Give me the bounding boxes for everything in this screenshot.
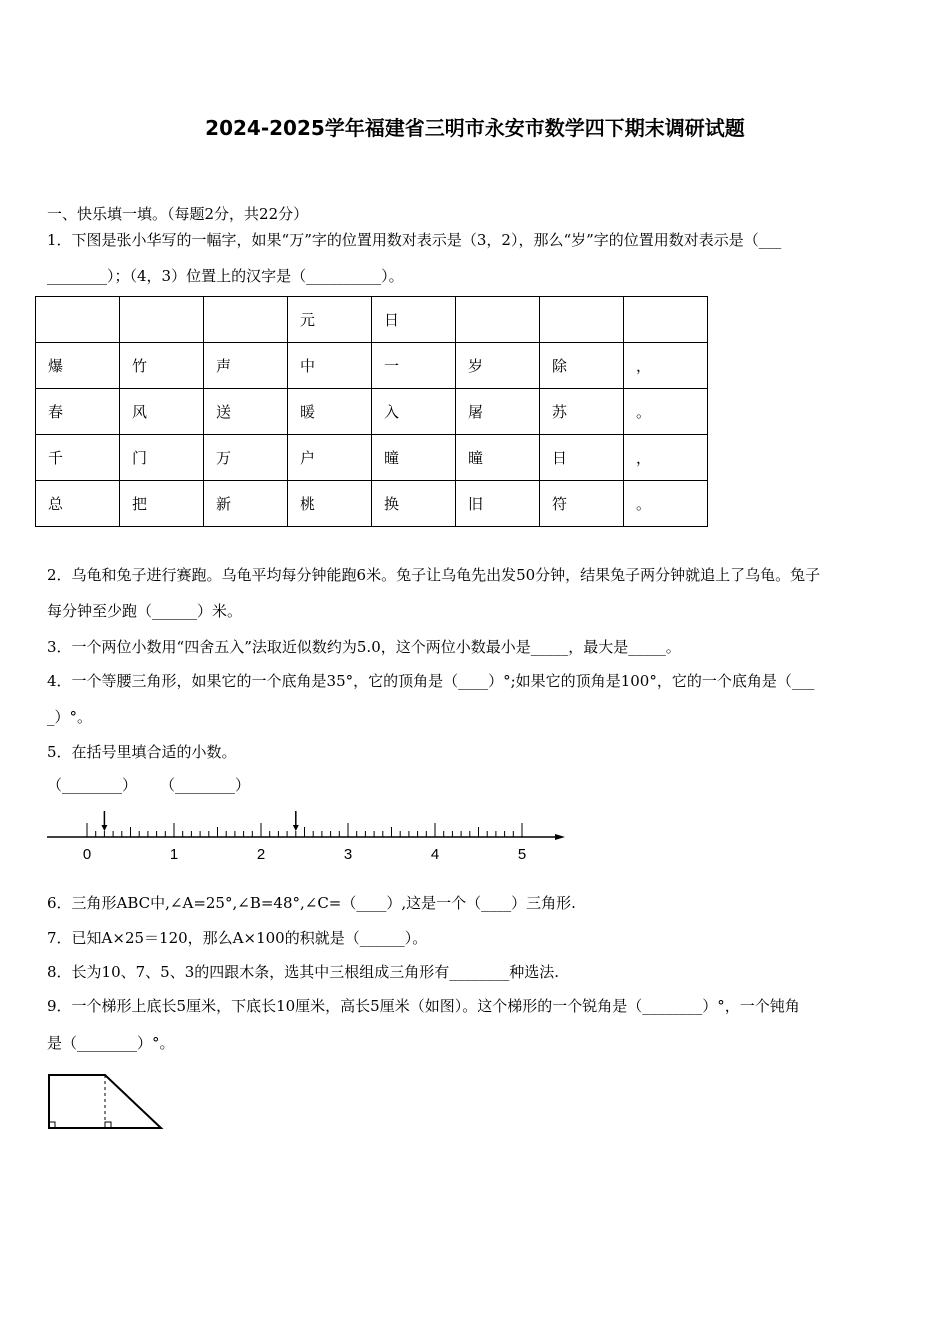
- grid-cell: 暖: [288, 389, 372, 435]
- axis-arrow-icon: [555, 834, 565, 840]
- q7: 7．已知A×25＝120，那么A×100的积就是（______）。: [47, 929, 428, 947]
- q6: 6．三角形ABC中,∠A=25°,∠B=48°,∠C=（____）,这是一个（____）三角形.: [47, 894, 576, 912]
- tick-label: 1: [169, 846, 179, 863]
- grid-cell: 曈: [372, 435, 456, 481]
- grid-cell: 入: [372, 389, 456, 435]
- grid-cell: 竹: [120, 343, 204, 389]
- tick-label: 0: [82, 846, 92, 863]
- grid-cell: 屠: [456, 389, 540, 435]
- q2-line1: 2．乌龟和兔子进行赛跑。乌龟平均每分钟能跑6米。兔子让乌龟先出发50分钟，结果兔子两分钟就追上了乌龟。兔子: [47, 566, 821, 584]
- grid-cell: 送: [204, 389, 288, 435]
- grid-row: [36, 297, 708, 343]
- grid-row: [36, 481, 708, 527]
- grid-cell: 旧: [456, 481, 540, 527]
- grid-cell: 千: [36, 435, 120, 481]
- grid-row: [36, 435, 708, 481]
- grid-cell: 换: [372, 481, 456, 527]
- q5: 5．在括号里填合适的小数。: [47, 743, 237, 761]
- q5-blank-1: （________）: [47, 776, 138, 794]
- grid-cell: 日: [540, 435, 624, 481]
- grid-cell: 符: [540, 481, 624, 527]
- tick-label: 3: [343, 846, 353, 863]
- grid-row: [36, 343, 708, 389]
- q9-line2: 是（________）°。: [47, 1034, 175, 1052]
- trapezoid-figure: [40, 1070, 180, 1140]
- grid-cell: 曈: [456, 435, 540, 481]
- grid-cell: [540, 297, 624, 343]
- page-title: 2024-2025学年福建省三明市永安市数学四下期末调研试题: [205, 116, 745, 140]
- grid-cell: 风: [120, 389, 204, 435]
- grid-cell: 爆: [36, 343, 120, 389]
- q1-line2: ________）；（4，3）位置上的汉字是（__________）。: [47, 267, 404, 285]
- grid-cell: [624, 297, 708, 343]
- q2-line2: 每分钟至少跑（______）米。: [47, 602, 243, 620]
- grid-cell: 新: [204, 481, 288, 527]
- tick-label: 5: [517, 846, 527, 863]
- q8: 8．长为10、7、5、3的四跟木条，选其中三根组成三角形有________种选法.: [47, 963, 560, 981]
- grid-cell: 总: [36, 481, 120, 527]
- grid-cell: 门: [120, 435, 204, 481]
- grid-cell: [456, 297, 540, 343]
- q4-line2: _）°。: [47, 708, 93, 726]
- grid-cell: 岁: [456, 343, 540, 389]
- arrow-down-icon: [101, 825, 107, 831]
- grid-cell: 万: [204, 435, 288, 481]
- grid-cell: 中: [288, 343, 372, 389]
- grid-cell: 日: [372, 297, 456, 343]
- q1-line1: 1．下图是张小华写的一幅字，如果“万”字的位置用数对表示是（3，2），那么“岁”字的位置用数对表示是（___: [47, 231, 782, 249]
- tick-label: 4: [430, 846, 440, 863]
- section-heading: 一、快乐填一填。（每题2分，共22分）: [47, 205, 309, 223]
- grid-cell: 户: [288, 435, 372, 481]
- character-grid: [35, 296, 708, 527]
- grid-row: [36, 389, 708, 435]
- grid-cell: 把: [120, 481, 204, 527]
- arrow-down-icon: [293, 825, 299, 831]
- q4-line1: 4．一个等腰三角形，如果它的一个底角是35°，它的顶角是（____）°;如果它的顶角是100°，它的一个底角是（___: [47, 672, 815, 690]
- grid-cell: ，: [624, 343, 708, 389]
- grid-cell: ，: [624, 435, 708, 481]
- q3: 3．一个两位小数用“四舍五入”法取近似数约为5.0，这个两位小数最小是_____，最大是_____。: [47, 638, 681, 656]
- grid-cell: 苏: [540, 389, 624, 435]
- number-line: [0, 800, 600, 870]
- grid-cell: 一: [372, 343, 456, 389]
- grid-cell: 元: [288, 297, 372, 343]
- grid-cell: [120, 297, 204, 343]
- grid-cell: 桃: [288, 481, 372, 527]
- grid-cell: [36, 297, 120, 343]
- grid-cell: 。: [624, 481, 708, 527]
- q9-line1: 9．一个梯形上底长5厘米，下底长10厘米，高长5厘米（如图）。这个梯形的一个锐角是（________）°，一个钝角: [47, 997, 800, 1015]
- tick-label: 2: [256, 846, 266, 863]
- grid-cell: 春: [36, 389, 120, 435]
- grid-cell: 声: [204, 343, 288, 389]
- grid-cell: 除: [540, 343, 624, 389]
- q5-blank-2: （________）: [160, 776, 251, 794]
- grid-cell: 。: [624, 389, 708, 435]
- grid-cell: [204, 297, 288, 343]
